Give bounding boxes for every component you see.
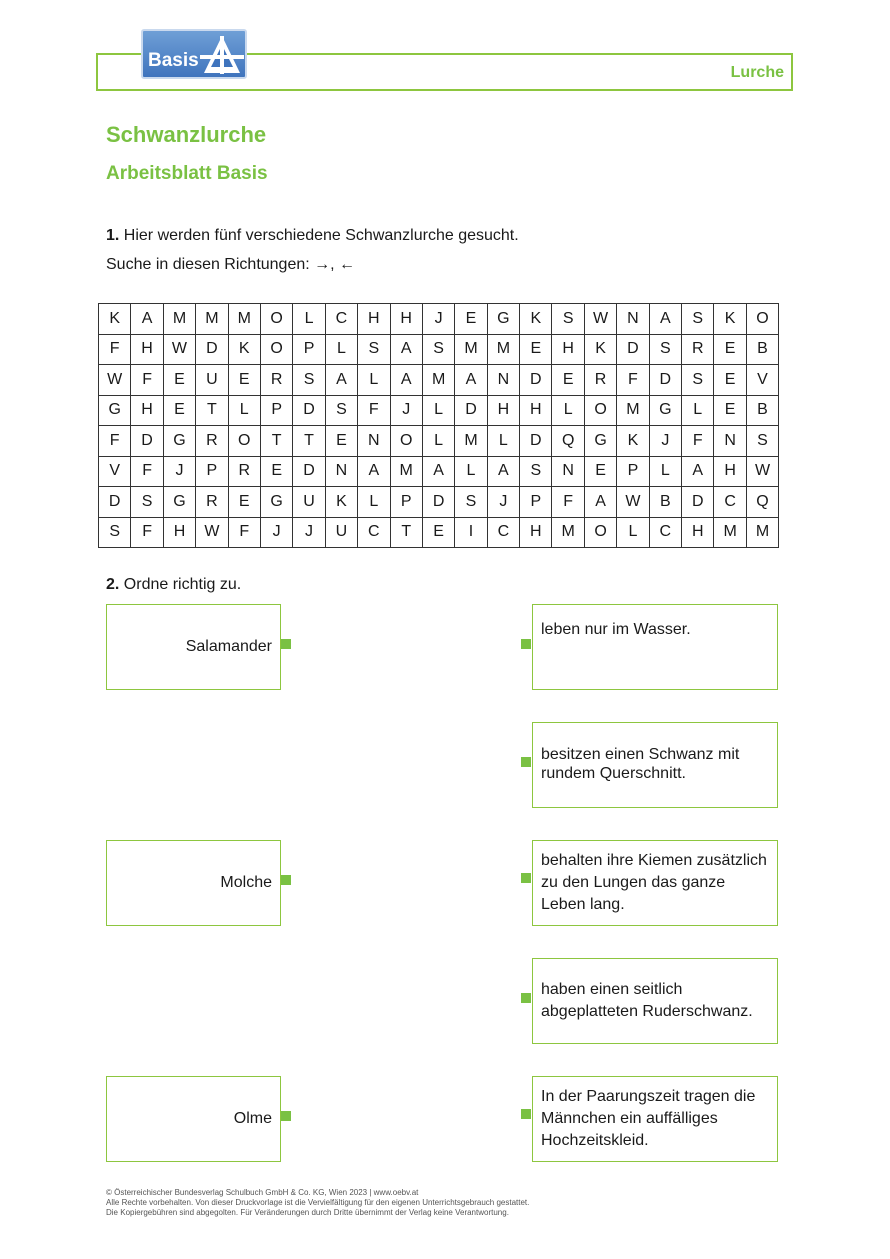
grid-cell[interactable]: V	[746, 365, 778, 396]
grid-cell[interactable]: H	[358, 304, 390, 335]
grid-cell[interactable]: B	[746, 395, 778, 426]
grid-row	[99, 304, 779, 335]
grid-cell[interactable]: S	[293, 365, 325, 396]
grid-cell[interactable]: S	[131, 487, 163, 518]
grid-cell[interactable]: F	[358, 395, 390, 426]
grid-cell[interactable]: F	[552, 487, 584, 518]
grid-cell[interactable]: E	[228, 487, 260, 518]
grid-cell[interactable]: W	[196, 517, 228, 548]
grid-cell[interactable]: D	[682, 487, 714, 518]
right-match-label: besitzen einen Schwanz mit rundem Querschnitt.	[541, 746, 740, 782]
grid-cell[interactable]: O	[228, 426, 260, 457]
grid-cell[interactable]: L	[552, 395, 584, 426]
grid-cell[interactable]: S	[649, 334, 681, 365]
grid-cell[interactable]: L	[293, 304, 325, 335]
grid-cell[interactable]: S	[520, 456, 552, 487]
grid-cell[interactable]: K	[714, 304, 746, 335]
grid-cell[interactable]: B	[746, 334, 778, 365]
grid-cell[interactable]: J	[649, 426, 681, 457]
grid-cell[interactable]: P	[520, 487, 552, 518]
grid-cell[interactable]: M	[228, 304, 260, 335]
grid-cell[interactable]: E	[714, 334, 746, 365]
grid-cell[interactable]: S	[682, 304, 714, 335]
grid-cell[interactable]: W	[746, 456, 778, 487]
task1-number: 1.	[106, 227, 120, 244]
grid-cell[interactable]: F	[99, 426, 131, 457]
grid-cell[interactable]: A	[487, 456, 519, 487]
grid-cell[interactable]: H	[131, 334, 163, 365]
grid-cell[interactable]: N	[487, 365, 519, 396]
grid-cell[interactable]: M	[455, 426, 487, 457]
grid-cell[interactable]: P	[196, 456, 228, 487]
grid-cell[interactable]: S	[455, 487, 487, 518]
basis-logo	[141, 29, 247, 79]
right-connector-dot[interactable]	[521, 993, 531, 1003]
grid-cell[interactable]: E	[260, 456, 292, 487]
grid-cell[interactable]: K	[617, 426, 649, 457]
grid-cell[interactable]: T	[260, 426, 292, 457]
grid-cell[interactable]: L	[228, 395, 260, 426]
grid-cell[interactable]: A	[358, 456, 390, 487]
grid-cell[interactable]: H	[520, 517, 552, 548]
grid-cell[interactable]: W	[163, 334, 195, 365]
grid-cell[interactable]: Q	[552, 426, 584, 457]
grid-cell[interactable]: E	[228, 365, 260, 396]
grid-cell[interactable]: W	[584, 304, 616, 335]
right-match-label: behalten ihre Kiemen zusätzlich zu den Lungen das ganze Leben lang.	[541, 852, 767, 913]
right-match-label: haben einen seitlich abgeplatteten Ruderschwanz.	[541, 981, 753, 1020]
grid-cell[interactable]: A	[584, 487, 616, 518]
left-match-label: Salamander	[185, 638, 272, 655]
grid-cell[interactable]: S	[422, 334, 454, 365]
grid-cell[interactable]: E	[325, 426, 357, 457]
grid-row	[99, 365, 779, 396]
grid-row	[99, 487, 779, 518]
section-label: Lurche	[730, 64, 784, 81]
grid-cell[interactable]: G	[487, 304, 519, 335]
grid-cell[interactable]: K	[520, 304, 552, 335]
grid-cell[interactable]: D	[649, 365, 681, 396]
grid-cell[interactable]: U	[196, 365, 228, 396]
grid-cell[interactable]: S	[552, 304, 584, 335]
grid-cell[interactable]: L	[358, 487, 390, 518]
grid-cell[interactable]: S	[99, 517, 131, 548]
grid-cell[interactable]: K	[584, 334, 616, 365]
grid-cell[interactable]: M	[196, 304, 228, 335]
left-match-box-molche	[106, 840, 281, 926]
left-connector-dot[interactable]	[281, 1111, 291, 1121]
grid-cell[interactable]: D	[293, 395, 325, 426]
grid-cell[interactable]: C	[358, 517, 390, 548]
grid-cell[interactable]: O	[584, 395, 616, 426]
grid-cell[interactable]: G	[99, 395, 131, 426]
grid-cell[interactable]: Q	[746, 487, 778, 518]
grid-cell[interactable]: D	[455, 395, 487, 426]
grid-cell[interactable]: O	[584, 517, 616, 548]
grid-cell[interactable]: J	[163, 456, 195, 487]
grid-cell[interactable]: U	[293, 487, 325, 518]
grid-cell[interactable]: L	[422, 395, 454, 426]
grid-cell[interactable]: R	[584, 365, 616, 396]
grid-cell[interactable]: C	[487, 517, 519, 548]
grid-cell[interactable]: T	[390, 517, 422, 548]
right-connector-dot[interactable]	[521, 1109, 531, 1119]
grid-cell[interactable]: J	[390, 395, 422, 426]
grid-cell[interactable]: L	[617, 517, 649, 548]
right-match-box	[532, 958, 778, 1044]
left-match-box-salamander	[106, 604, 281, 690]
grid-cell[interactable]: M	[746, 517, 778, 548]
grid-cell[interactable]: A	[682, 456, 714, 487]
grid-cell[interactable]: H	[552, 334, 584, 365]
grid-cell[interactable]: L	[455, 456, 487, 487]
word-search-grid	[98, 303, 779, 548]
grid-cell[interactable]: D	[293, 456, 325, 487]
grid-row	[99, 334, 779, 365]
grid-cell[interactable]: R	[228, 456, 260, 487]
grid-cell[interactable]: O	[390, 426, 422, 457]
right-connector-dot[interactable]	[521, 873, 531, 883]
task2-text: Ordne richtig zu.	[123, 576, 242, 593]
grid-row	[99, 426, 779, 457]
grid-row	[99, 395, 779, 426]
grid-cell[interactable]: A	[649, 304, 681, 335]
grid-cell[interactable]: L	[682, 395, 714, 426]
grid-cell[interactable]: S	[746, 426, 778, 457]
grid-cell[interactable]: M	[617, 395, 649, 426]
grid-cell[interactable]: B	[649, 487, 681, 518]
grid-cell[interactable]: M	[455, 334, 487, 365]
task1-directions: Suche in diesen Richtungen: →, ←	[106, 256, 356, 273]
grid-cell[interactable]: E	[714, 395, 746, 426]
grid-row	[99, 456, 779, 487]
grid-cell[interactable]: O	[260, 304, 292, 335]
grid-cell[interactable]: A	[325, 365, 357, 396]
grid-cell[interactable]: H	[682, 517, 714, 548]
right-match-box	[532, 722, 778, 808]
grid-cell[interactable]: T	[196, 395, 228, 426]
grid-cell[interactable]: F	[131, 365, 163, 396]
task2-number: 2.	[106, 576, 120, 593]
grid-cell[interactable]: L	[358, 365, 390, 396]
grid-cell[interactable]: P	[390, 487, 422, 518]
page-title: Schwanzlurche	[106, 122, 267, 147]
right-connector-dot[interactable]	[521, 757, 531, 767]
grid-cell[interactable]: T	[293, 426, 325, 457]
grid-cell[interactable]: R	[196, 487, 228, 518]
grid-cell[interactable]: G	[649, 395, 681, 426]
grid-cell[interactable]: E	[520, 334, 552, 365]
grid-cell[interactable]: C	[649, 517, 681, 548]
grid-cell[interactable]: G	[163, 487, 195, 518]
grid-cell[interactable]: E	[714, 365, 746, 396]
grid-cell[interactable]: J	[422, 304, 454, 335]
right-match-box	[532, 1076, 778, 1162]
footer-line: © Österreichischer Bundesverlag Schulbuch GmbH & Co. KG, Wien 2023 | www.oebv.at	[106, 1188, 419, 1197]
grid-cell[interactable]: M	[714, 517, 746, 548]
grid-cell[interactable]: D	[422, 487, 454, 518]
grid-cell[interactable]: H	[520, 395, 552, 426]
grid-cell[interactable]: E	[163, 395, 195, 426]
grid-cell[interactable]: O	[260, 334, 292, 365]
grid-cell[interactable]: A	[390, 365, 422, 396]
grid-cell[interactable]: I	[455, 517, 487, 548]
grid-cell[interactable]: P	[617, 456, 649, 487]
grid-cell[interactable]: S	[325, 395, 357, 426]
grid-cell[interactable]: D	[196, 334, 228, 365]
grid-cell[interactable]: D	[520, 426, 552, 457]
grid-cell[interactable]: L	[325, 334, 357, 365]
right-connector-dot[interactable]	[521, 639, 531, 649]
grid-cell[interactable]: G	[163, 426, 195, 457]
grid-cell[interactable]: N	[325, 456, 357, 487]
grid-cell[interactable]: G	[260, 487, 292, 518]
grid-cell[interactable]: C	[714, 487, 746, 518]
grid-cell[interactable]: E	[422, 517, 454, 548]
grid-cell[interactable]: A	[390, 334, 422, 365]
task1-text: Hier werden fünf verschiedene Schwanzlurche gesucht.	[123, 227, 519, 244]
left-connector-dot[interactable]	[281, 639, 291, 649]
grid-cell[interactable]: P	[293, 334, 325, 365]
grid-cell[interactable]: N	[714, 426, 746, 457]
grid-cell[interactable]: U	[325, 517, 357, 548]
triangle-logo-icon	[200, 33, 244, 77]
grid-cell[interactable]: A	[455, 365, 487, 396]
grid-cell[interactable]: M	[163, 304, 195, 335]
copyright-footer	[106, 1188, 529, 1218]
grid-cell[interactable]: F	[228, 517, 260, 548]
grid-cell[interactable]: H	[390, 304, 422, 335]
grid-cell[interactable]: E	[584, 456, 616, 487]
grid-cell[interactable]: A	[422, 456, 454, 487]
left-connector-dot[interactable]	[281, 875, 291, 885]
left-match-label: Molche	[220, 874, 272, 891]
grid-cell[interactable]: F	[99, 334, 131, 365]
right-match-label: leben nur im Wasser.	[541, 621, 691, 638]
grid-cell[interactable]: N	[358, 426, 390, 457]
grid-cell[interactable]: G	[584, 426, 616, 457]
grid-cell[interactable]: J	[260, 517, 292, 548]
grid-cell[interactable]: H	[714, 456, 746, 487]
grid-cell[interactable]: L	[487, 426, 519, 457]
grid-cell[interactable]: E	[163, 365, 195, 396]
grid-row	[99, 517, 779, 548]
grid-cell[interactable]: D	[99, 487, 131, 518]
grid-cell[interactable]: C	[325, 304, 357, 335]
grid-cell[interactable]: F	[131, 517, 163, 548]
grid-cell[interactable]: D	[617, 334, 649, 365]
grid-cell[interactable]: P	[260, 395, 292, 426]
grid-cell[interactable]: N	[617, 304, 649, 335]
grid-cell[interactable]: M	[552, 517, 584, 548]
grid-cell[interactable]: J	[487, 487, 519, 518]
grid-cell[interactable]: H	[163, 517, 195, 548]
grid-cell[interactable]: V	[99, 456, 131, 487]
task1-instruction	[106, 227, 519, 245]
task2-instruction	[106, 576, 241, 594]
grid-cell[interactable]: N	[552, 456, 584, 487]
grid-cell[interactable]: F	[617, 365, 649, 396]
left-match-box-olme	[106, 1076, 281, 1162]
right-match-label: In der Paarungszeit tragen die Männchen ein auffälliges Hochzeitskleid.	[541, 1088, 756, 1149]
grid-cell[interactable]: K	[99, 304, 131, 335]
grid-cell[interactable]: D	[520, 365, 552, 396]
grid-cell[interactable]: H	[487, 395, 519, 426]
grid-cell[interactable]: A	[131, 304, 163, 335]
right-match-box	[532, 840, 778, 926]
grid-cell[interactable]: L	[649, 456, 681, 487]
grid-cell[interactable]: H	[131, 395, 163, 426]
grid-cell[interactable]: M	[422, 365, 454, 396]
left-match-label: Olme	[233, 1110, 272, 1127]
grid-cell[interactable]: R	[260, 365, 292, 396]
footer-line: Alle Rechte vorbehalten. Von dieser Druckvorlage ist die Vervielfältigung für den eigenen Unterrichtsgebrauch gestattet.	[106, 1198, 530, 1207]
grid-cell[interactable]: S	[682, 365, 714, 396]
grid-cell[interactable]: R	[196, 426, 228, 457]
grid-cell[interactable]: L	[422, 426, 454, 457]
page-subtitle: Arbeitsblatt Basis	[106, 163, 268, 184]
grid-cell[interactable]: F	[131, 456, 163, 487]
right-match-box	[532, 604, 778, 690]
grid-cell[interactable]: R	[682, 334, 714, 365]
grid-cell[interactable]: E	[455, 304, 487, 335]
grid-cell[interactable]: M	[487, 334, 519, 365]
grid-cell[interactable]: W	[99, 365, 131, 396]
grid-cell[interactable]: K	[325, 487, 357, 518]
grid-cell[interactable]: M	[390, 456, 422, 487]
grid-cell[interactable]: W	[617, 487, 649, 518]
logo-text: Basis	[148, 50, 199, 71]
grid-cell[interactable]: S	[358, 334, 390, 365]
grid-cell[interactable]: J	[293, 517, 325, 548]
grid-cell[interactable]: K	[228, 334, 260, 365]
footer-line: Die Kopiergebühren sind abgegolten. Für Veränderungen durch Dritte übernimmt der Verlag keine Verantwortung.	[106, 1208, 509, 1217]
grid-cell[interactable]: D	[131, 426, 163, 457]
grid-cell[interactable]: F	[682, 426, 714, 457]
grid-cell[interactable]: O	[746, 304, 778, 335]
grid-cell[interactable]: E	[552, 365, 584, 396]
